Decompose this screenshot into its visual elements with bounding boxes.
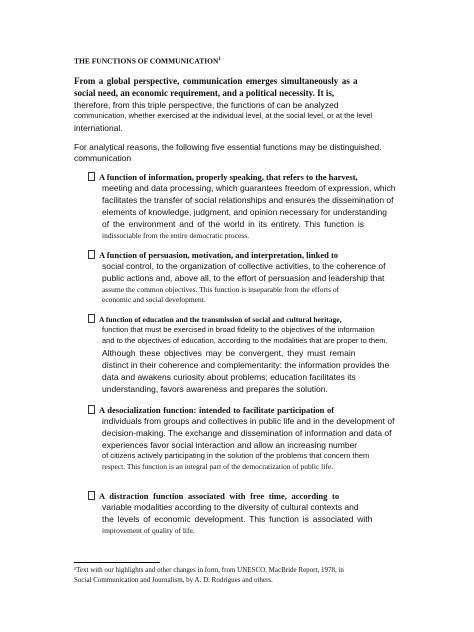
function-3-line-7: understanding, favors awareness and prepares the solution. — [102, 384, 328, 394]
function-3-line-4: Although these objectives may be convergent, they must remain — [102, 348, 356, 358]
function-3-line-2: function that must be exercised in broad fidelity to the objectives of the information — [102, 325, 375, 334]
function-5-line-3: the levels of economic development. This function is associated with — [102, 514, 373, 524]
intro-line-3: therefore, from this triple perspective, the functions of can be analyzed — [74, 100, 339, 110]
intro-line-1: From a global perspective, communication emerges simultaneously as a — [74, 76, 358, 86]
analytical-line-2: communication — [74, 153, 132, 163]
intro-line-4: communication, whether exercised at the individual level, at the social level, or at the level — [74, 111, 373, 120]
function-5-heading — [88, 491, 339, 501]
function-3-line-3: and to the objectives of education, according to the modalities that are proper to them. — [102, 336, 388, 345]
bullet-square-icon — [88, 491, 95, 500]
function-2-heading — [88, 250, 338, 260]
function-4-heading-text: A desocialization function: intended to facilitate participation of — [99, 405, 335, 415]
function-4-line-5: of citizens actively participating in the solution of the problems that concern them — [102, 451, 370, 460]
function-4-line-6: respect. This function is an integral part of the democratization of public life. — [102, 462, 334, 471]
function-5-line-2: variable modalities according to the diversity of cultural contexts and — [102, 502, 359, 512]
bullet-square-icon — [88, 172, 95, 181]
function-4-line-2: individuals from groups and collectives in public life and in the development of — [102, 416, 395, 426]
footnote-line-2: Social Communication and Journalism, by A. D. Rodrigues and others. — [74, 576, 273, 584]
function-1-line-3: facilitates the transfer of social relationships and ensures the dissemination of — [102, 195, 394, 205]
function-3-line-6: data and awakens curiosity about problems; education facilitates its — [102, 372, 356, 382]
function-2-line-3: public actions and, above all, to the effort of persuasion and leadership that — [102, 273, 385, 283]
function-5-line-4: improvement of quality of life. — [102, 526, 195, 535]
bullet-square-icon — [88, 250, 95, 259]
title-footnote-marker: 1 — [218, 57, 221, 62]
function-2-line-4: assume the common objectives. This function is inseparable from the efforts of — [102, 285, 340, 294]
document-title — [74, 57, 221, 65]
function-1-line-2: meeting and data processing, which guarantees freedom of expression, which — [102, 183, 396, 193]
function-4-heading — [88, 405, 334, 415]
function-4-line-3: decision-making. The exchange and dissemination of information and data of — [102, 428, 392, 438]
function-2-line-2: social control, to the organization of collective activities, to the coherence of — [102, 261, 386, 271]
function-3-line-5: distinct in their coherence and complementarity: the information provides the — [102, 360, 390, 370]
function-2-line-5: economic and social development. — [102, 295, 206, 304]
function-4-line-4: experiences favor social interaction and allow an increasing number — [102, 440, 358, 450]
footnote-divider — [74, 562, 160, 563]
intro-line-5: international. — [74, 123, 123, 133]
intro-line-2: social need, an economic requirement, and a political necessity. It is, — [74, 88, 335, 98]
bullet-square-icon — [88, 314, 95, 323]
title-text: THE FUNCTIONS OF COMMUNICATION — [74, 56, 219, 66]
function-3-heading-text: A function of education and the transmission of social and cultural heritage, — [99, 315, 342, 324]
function-1-line-5: of the environment and of the world in its entirety. This function is — [102, 219, 364, 229]
function-2-heading-text: A function of persuasion, motivation, and interpretation, linked to — [99, 250, 339, 260]
function-1-heading — [88, 172, 358, 182]
function-1-line-4: elements of knowledge, judgment, and opinion necessary for understanding — [102, 207, 387, 217]
bullet-square-icon — [88, 405, 95, 414]
analytical-line-1: For analytical reasons, the following five essential functions may be distinguished. — [74, 142, 382, 152]
function-1-line-6: indissociable from the entire democratic process. — [102, 231, 250, 240]
function-3-heading — [88, 314, 342, 324]
function-5-heading-text: A distraction function associated with free time, according to — [99, 491, 340, 501]
footnote-line-1: ¹Text with our highlights and other changes in form, from UNESCO, MacBride Report, 1978, in — [74, 566, 344, 574]
function-1-heading-text: A function of information, properly speaking, that refers to the harvest, — [99, 172, 358, 182]
